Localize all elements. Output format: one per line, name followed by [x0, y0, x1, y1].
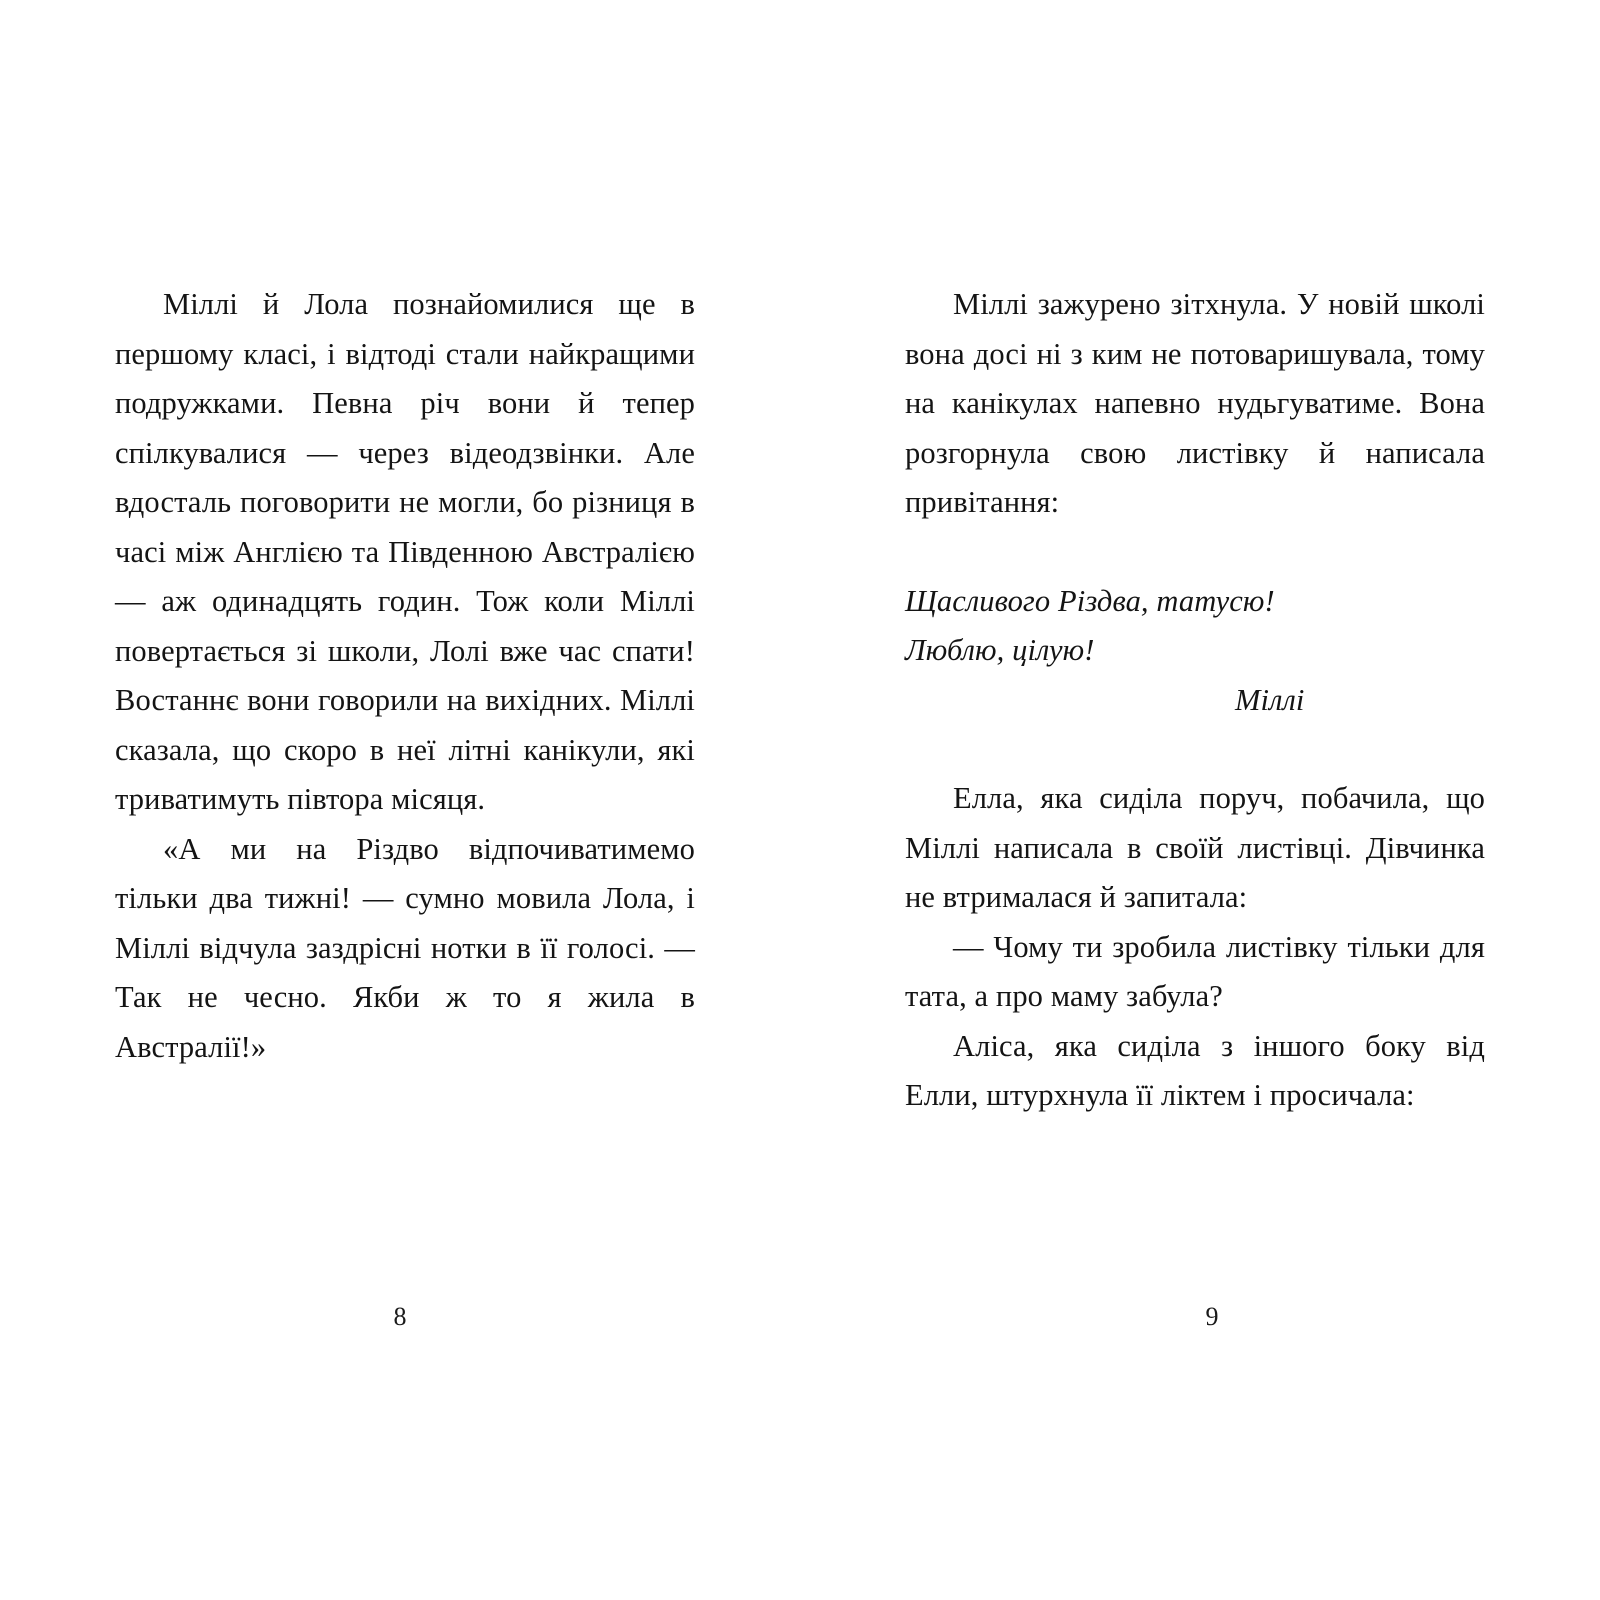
paragraph: Міллі й Лола познайомилися ще в першому класі, і відтоді стали найкращими подружками. Певна річ вони й тепер спілкувалися — через відеодзвінки. Але вдосталь поговорити не могли, бо різниця в часі між Англією та Південною Австралією — аж одинадцять годин. Тож коли Міллі повертається зі школи, Лолі вже час спати! Востаннє вони говорили на вихідних. Міллі сказала, що скоро в неї літні канікули, які триватимуть півтора місяця.: [115, 287, 695, 816]
page-number-left: 8: [393, 1302, 407, 1331]
paragraph: Аліса, яка сиділа з іншого боку від Елли, штурхнула її ліктем і просичала:: [905, 1028, 1485, 1112]
page-right: [800, 280, 1600, 1600]
left-page-text: [115, 280, 695, 1072]
paragraph: — Чому ти зробила листівку тільки для тата, а про маму забула?: [905, 929, 1485, 1013]
letter-line-2: Люблю, цілую!: [905, 633, 1095, 667]
paragraph: «А ми на Різдво відпочиватимемо тільки два тижні! — сумно мовила Лола, і Міллі відчула заздрісні нотки в її голосі. — Так не чесно. Якби ж то я жила в Австралії!»: [115, 831, 695, 1064]
page-number-right: 9: [1205, 1302, 1219, 1331]
letter-line-1: Щасливого Різдва, татусю!: [905, 583, 1275, 618]
page-left: [0, 280, 800, 1600]
letter-block: [905, 577, 1485, 726]
letter-signature: Міллі: [1235, 682, 1305, 717]
paragraph: Міллі зажурено зітхнула. У новій школі вона досі ні з ким не потоваришувала, тому на канікулах напевно нудьгуватиме. Вона розгорнула свою листівку й написала привітання:: [905, 287, 1485, 519]
paragraph: Елла, яка сиділа поруч, побачила, що Міллі написала в своїй листівці. Дівчинка не втрималася й запитала:: [905, 781, 1485, 914]
right-page-text: [905, 280, 1485, 1121]
